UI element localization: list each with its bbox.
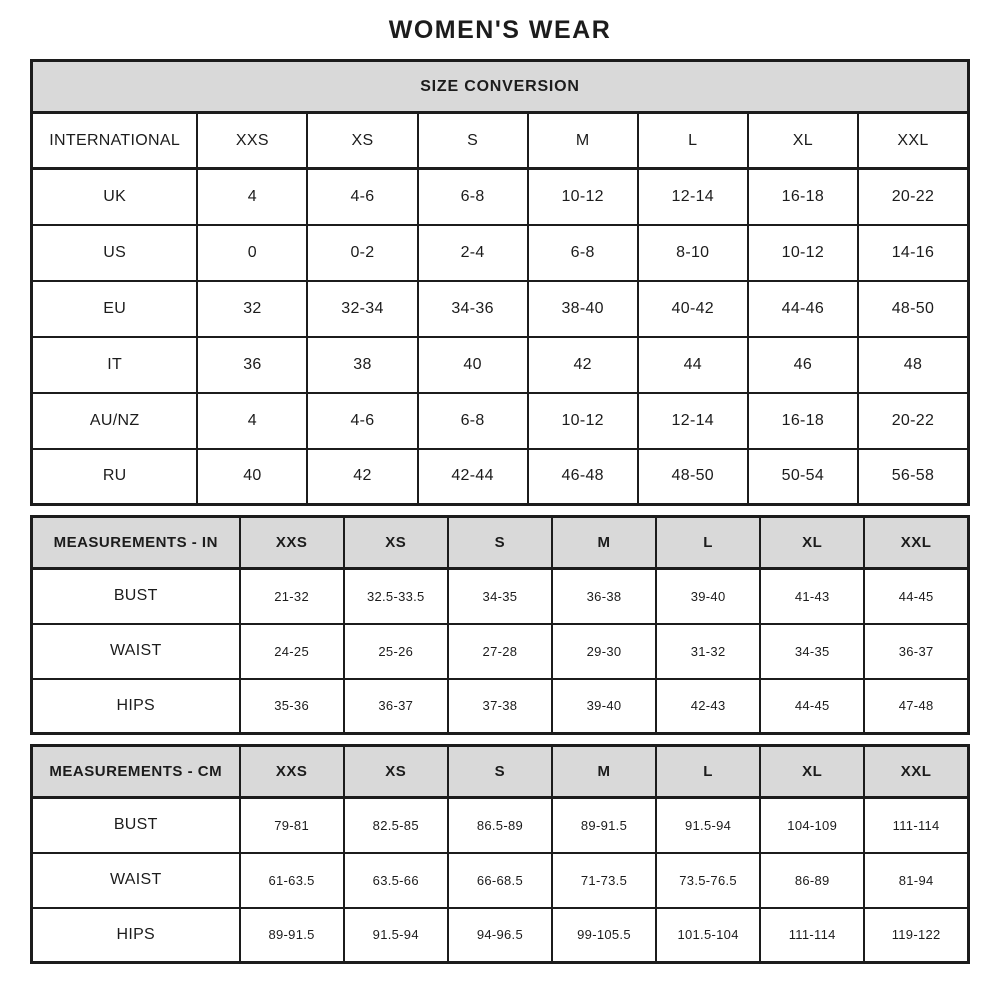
table-cell: 44 <box>638 337 748 393</box>
row-header-hips: HIPS <box>32 908 240 963</box>
table-cell: 56-58 <box>858 449 969 505</box>
table-cell: 46 <box>748 337 858 393</box>
table-cell: 25-26 <box>344 624 448 679</box>
row-header-eu: EU <box>32 281 198 337</box>
table-cell: 42-44 <box>418 449 528 505</box>
column-header-s: S <box>448 746 552 798</box>
table-cell: 32.5-33.5 <box>344 569 448 624</box>
table-cell: 4 <box>197 393 307 449</box>
table-cell: 42-43 <box>656 679 760 734</box>
table-cell: 40 <box>197 449 307 505</box>
table-row-it <box>32 337 969 393</box>
table-cell: 66-68.5 <box>448 853 552 908</box>
row-header-hips: HIPS <box>32 679 240 734</box>
measurements-in-table <box>30 515 970 735</box>
table-cell: 86-89 <box>760 853 864 908</box>
row-header-ru: RU <box>32 449 198 505</box>
table-banner-row <box>32 61 969 113</box>
table-cell: 35-36 <box>240 679 344 734</box>
table-cell: 34-35 <box>760 624 864 679</box>
column-header-xxs: XXS <box>197 113 307 169</box>
table-cell: 38 <box>307 337 417 393</box>
column-header-xxl: XXL <box>864 746 968 798</box>
column-header-s: S <box>448 517 552 569</box>
table-cell: 12-14 <box>638 169 748 225</box>
column-header-xxs: XXS <box>240 746 344 798</box>
row-header-bust: BUST <box>32 569 240 624</box>
table-cell: 38-40 <box>528 281 638 337</box>
table-cell: 4-6 <box>307 169 417 225</box>
table-row-bust <box>32 798 969 853</box>
table-cell: 46-48 <box>528 449 638 505</box>
column-header-l: L <box>656 746 760 798</box>
table-cell: 94-96.5 <box>448 908 552 963</box>
row-header-uk: UK <box>32 169 198 225</box>
table-row-eu <box>32 281 969 337</box>
row-header-waist: WAIST <box>32 624 240 679</box>
column-header-l: L <box>656 517 760 569</box>
table-row-hips <box>32 908 969 963</box>
table-cell: 21-32 <box>240 569 344 624</box>
page-title: WOMEN'S WEAR <box>388 16 612 44</box>
row-header-aunz: AU/NZ <box>32 393 198 449</box>
table-cell: 27-28 <box>448 624 552 679</box>
table-cell: 82.5-85 <box>344 798 448 853</box>
column-header-xs: XS <box>344 746 448 798</box>
table-cell: 39-40 <box>656 569 760 624</box>
table-cell: 111-114 <box>864 798 968 853</box>
table-header-row <box>32 517 969 569</box>
table-row-aunz <box>32 393 969 449</box>
table-cell: 73.5-76.5 <box>656 853 760 908</box>
table-row-waist <box>32 624 969 679</box>
column-header-m: M <box>552 517 656 569</box>
table-cell: 8-10 <box>638 225 748 281</box>
table-cell: 44-46 <box>748 281 858 337</box>
table-cell: 20-22 <box>858 169 969 225</box>
table-cell: 6-8 <box>418 169 528 225</box>
table-cell: 79-81 <box>240 798 344 853</box>
table-cell: 91.5-94 <box>344 908 448 963</box>
table-cell: 10-12 <box>528 169 638 225</box>
table-cell: 4 <box>197 169 307 225</box>
table-cell: 36-38 <box>552 569 656 624</box>
table-cell: 99-105.5 <box>552 908 656 963</box>
table-cell: 6-8 <box>528 225 638 281</box>
row-header-us: US <box>32 225 198 281</box>
table-cell: 31-32 <box>656 624 760 679</box>
table-cell: 86.5-89 <box>448 798 552 853</box>
table-cell: 37-38 <box>448 679 552 734</box>
table-cell: 0 <box>197 225 307 281</box>
table-cell: 63.5-66 <box>344 853 448 908</box>
table-cell: 42 <box>307 449 417 505</box>
table-cell: 89-91.5 <box>552 798 656 853</box>
row-header-it: IT <box>32 337 198 393</box>
size-conversion-banner: SIZE CONVERSION <box>32 61 969 113</box>
column-header-m: M <box>528 113 638 169</box>
table-cell: 16-18 <box>748 169 858 225</box>
table-cell: 4-6 <box>307 393 417 449</box>
table-cell: 48-50 <box>858 281 969 337</box>
table-cell: 41-43 <box>760 569 864 624</box>
table-cell: 34-36 <box>418 281 528 337</box>
table-cell: 48-50 <box>638 449 748 505</box>
column-header-xl: XL <box>748 113 858 169</box>
table-cell: 44-45 <box>760 679 864 734</box>
table-cell: 111-114 <box>760 908 864 963</box>
row-header-waist: WAIST <box>32 853 240 908</box>
column-header-xs: XS <box>307 113 417 169</box>
size-conversion-table <box>30 59 970 506</box>
column-header-xxs: XXS <box>240 517 344 569</box>
column-header-xs: XS <box>344 517 448 569</box>
table-cell: 47-48 <box>864 679 968 734</box>
column-header-xxl: XXL <box>858 113 969 169</box>
table-header-row <box>32 746 969 798</box>
table-cell: 36-37 <box>344 679 448 734</box>
measurements-cm-table <box>30 744 970 964</box>
table-cell: 14-16 <box>858 225 969 281</box>
table-cell: 32 <box>197 281 307 337</box>
row-header-bust: BUST <box>32 798 240 853</box>
table-cell: 0-2 <box>307 225 417 281</box>
table-row-hips <box>32 679 969 734</box>
table-row-bust <box>32 569 969 624</box>
table-cell: 50-54 <box>748 449 858 505</box>
measurements-cm-header: MEASUREMENTS - CM <box>32 746 240 798</box>
column-header-s: S <box>418 113 528 169</box>
table-cell: 24-25 <box>240 624 344 679</box>
table-header-row <box>32 113 969 169</box>
table-row-waist <box>32 853 969 908</box>
table-cell: 39-40 <box>552 679 656 734</box>
table-cell: 36 <box>197 337 307 393</box>
table-row-ru <box>32 449 969 505</box>
table-cell: 32-34 <box>307 281 417 337</box>
table-cell: 71-73.5 <box>552 853 656 908</box>
table-cell: 36-37 <box>864 624 968 679</box>
table-cell: 10-12 <box>748 225 858 281</box>
column-header-xl: XL <box>760 746 864 798</box>
table-cell: 81-94 <box>864 853 968 908</box>
table-cell: 119-122 <box>864 908 968 963</box>
table-cell: 20-22 <box>858 393 969 449</box>
table-cell: 48 <box>858 337 969 393</box>
column-header-xxl: XXL <box>864 517 968 569</box>
table-row-us <box>32 225 969 281</box>
table-cell: 29-30 <box>552 624 656 679</box>
table-cell: 34-35 <box>448 569 552 624</box>
table-cell: 2-4 <box>418 225 528 281</box>
table-cell: 42 <box>528 337 638 393</box>
table-row-uk <box>32 169 969 225</box>
table-cell: 61-63.5 <box>240 853 344 908</box>
column-header-international: INTERNATIONAL <box>32 113 198 169</box>
table-cell: 6-8 <box>418 393 528 449</box>
column-header-m: M <box>552 746 656 798</box>
table-cell: 12-14 <box>638 393 748 449</box>
table-cell: 44-45 <box>864 569 968 624</box>
table-cell: 91.5-94 <box>656 798 760 853</box>
table-cell: 40 <box>418 337 528 393</box>
table-cell: 89-91.5 <box>240 908 344 963</box>
table-cell: 10-12 <box>528 393 638 449</box>
table-cell: 101.5-104 <box>656 908 760 963</box>
table-cell: 16-18 <box>748 393 858 449</box>
table-cell: 104-109 <box>760 798 864 853</box>
column-header-xl: XL <box>760 517 864 569</box>
measurements-in-header: MEASUREMENTS - IN <box>32 517 240 569</box>
column-header-l: L <box>638 113 748 169</box>
table-cell: 40-42 <box>638 281 748 337</box>
